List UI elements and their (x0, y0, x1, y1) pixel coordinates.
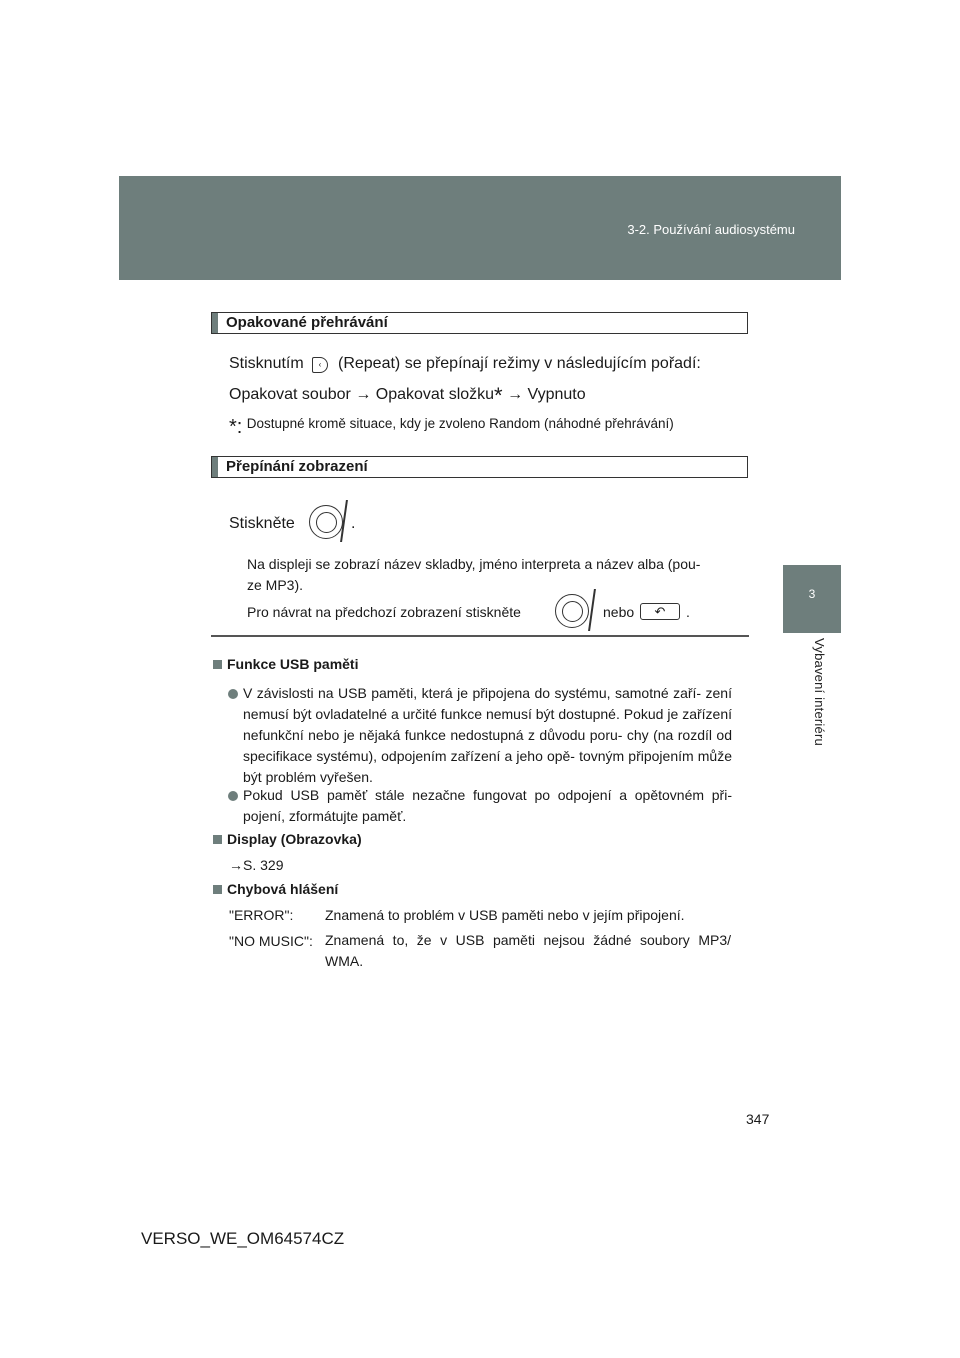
info1-line1: Na displeji se zobrazí název skladby, jméno interpreta a název alba (pou- (247, 556, 701, 572)
round-bullet-icon (228, 791, 238, 801)
square-bullet-icon (213, 660, 222, 669)
note-usb-title: Funkce USB paměti (213, 656, 358, 672)
press-text: Stiskněte (229, 515, 295, 532)
display-reference: →S. 329 (229, 857, 284, 873)
back-button-icon: ↶ (640, 603, 680, 620)
chapter-number: 3 (808, 587, 816, 601)
chapter-label: Vybavení interiéru (812, 638, 827, 746)
arrow-right-icon: → (507, 386, 524, 403)
repeat-line1-end: (Repeat) se přepínají režimy v následujícím pořadí: (338, 355, 701, 372)
press-period: . (351, 515, 356, 532)
footnote-asterisk-icon: * (494, 383, 503, 408)
footnote (229, 415, 674, 439)
footnote-mark: *: (229, 416, 243, 438)
info2-period: . (686, 604, 690, 620)
info2-start: Pro návrat na předchozí zobrazení stiskněte (247, 604, 521, 620)
note-display-title: Display (Obrazovka) (213, 831, 362, 847)
arrow-right-icon: → (355, 386, 372, 403)
usb-bullet-1: V závislosti na USB paměti, která je připojena do systému, samotné zaří- zení nemusí být ovladatelné a určité funkce nemusí být dostupné. Pokud je zařízení nefunkční nebo je nějaká funkce nedostupná z důvodu poru- chy (na rozdíl od specifikace systému), odpojením zařízení a jeho opě- tovným připojením může být problém vyřešen. (243, 685, 732, 785)
header-section-title: 3-2. Používání audiosystému (627, 222, 795, 237)
error-text-1: Znamená to problém v USB paměti nebo v jejím připojení. (325, 907, 685, 923)
repeat-line1-start: Stisknutím (229, 355, 304, 372)
error-code-1: "ERROR": (229, 907, 294, 923)
usb-bullet-2: Pokud USB paměť stále nezačne fungovat po odpojení a opětovném při- pojení, zformátujte paměť. (243, 787, 732, 824)
section-title-repeat (211, 312, 748, 334)
note-errors-title: Chybová hlášení (213, 881, 338, 897)
square-bullet-icon (213, 885, 222, 894)
info2-or: nebo (603, 604, 635, 620)
knob-icon (309, 505, 343, 539)
error-code-2: "NO MUSIC": (229, 933, 313, 949)
repeat-button-icon: ‹ (312, 357, 328, 373)
square-bullet-icon (213, 835, 222, 844)
knob-pointer-line (588, 589, 595, 631)
error-text-2: Znamená to, že v USB paměti nejsou žádné soubory MP3/ WMA. (325, 932, 731, 969)
section-title-text: Přepínání zobrazení (226, 458, 368, 475)
arrow-right-icon: → (229, 857, 243, 873)
knob-icon (555, 594, 589, 628)
section-divider (211, 635, 749, 637)
info1-line2: ze MP3). (247, 577, 304, 593)
mode-repeat-folder: Opakovat složku (375, 386, 495, 403)
mode-off: Vypnuto (527, 386, 586, 403)
repeat-line2 (229, 383, 586, 409)
mode-repeat-file: Opakovat soubor (229, 386, 351, 403)
header-band (119, 176, 841, 280)
document-code: VERSO_WE_OM64574CZ (141, 1229, 345, 1248)
round-bullet-icon (228, 689, 238, 699)
section-title-display-switch (211, 456, 748, 478)
page-number: 347 (746, 1111, 770, 1127)
footnote-text: Dostupné kromě situace, kdy je zvoleno Random (náhodné přehrávání) (246, 416, 674, 431)
chapter-tab (783, 565, 841, 633)
section-title-text: Opakované přehrávání (226, 314, 388, 331)
